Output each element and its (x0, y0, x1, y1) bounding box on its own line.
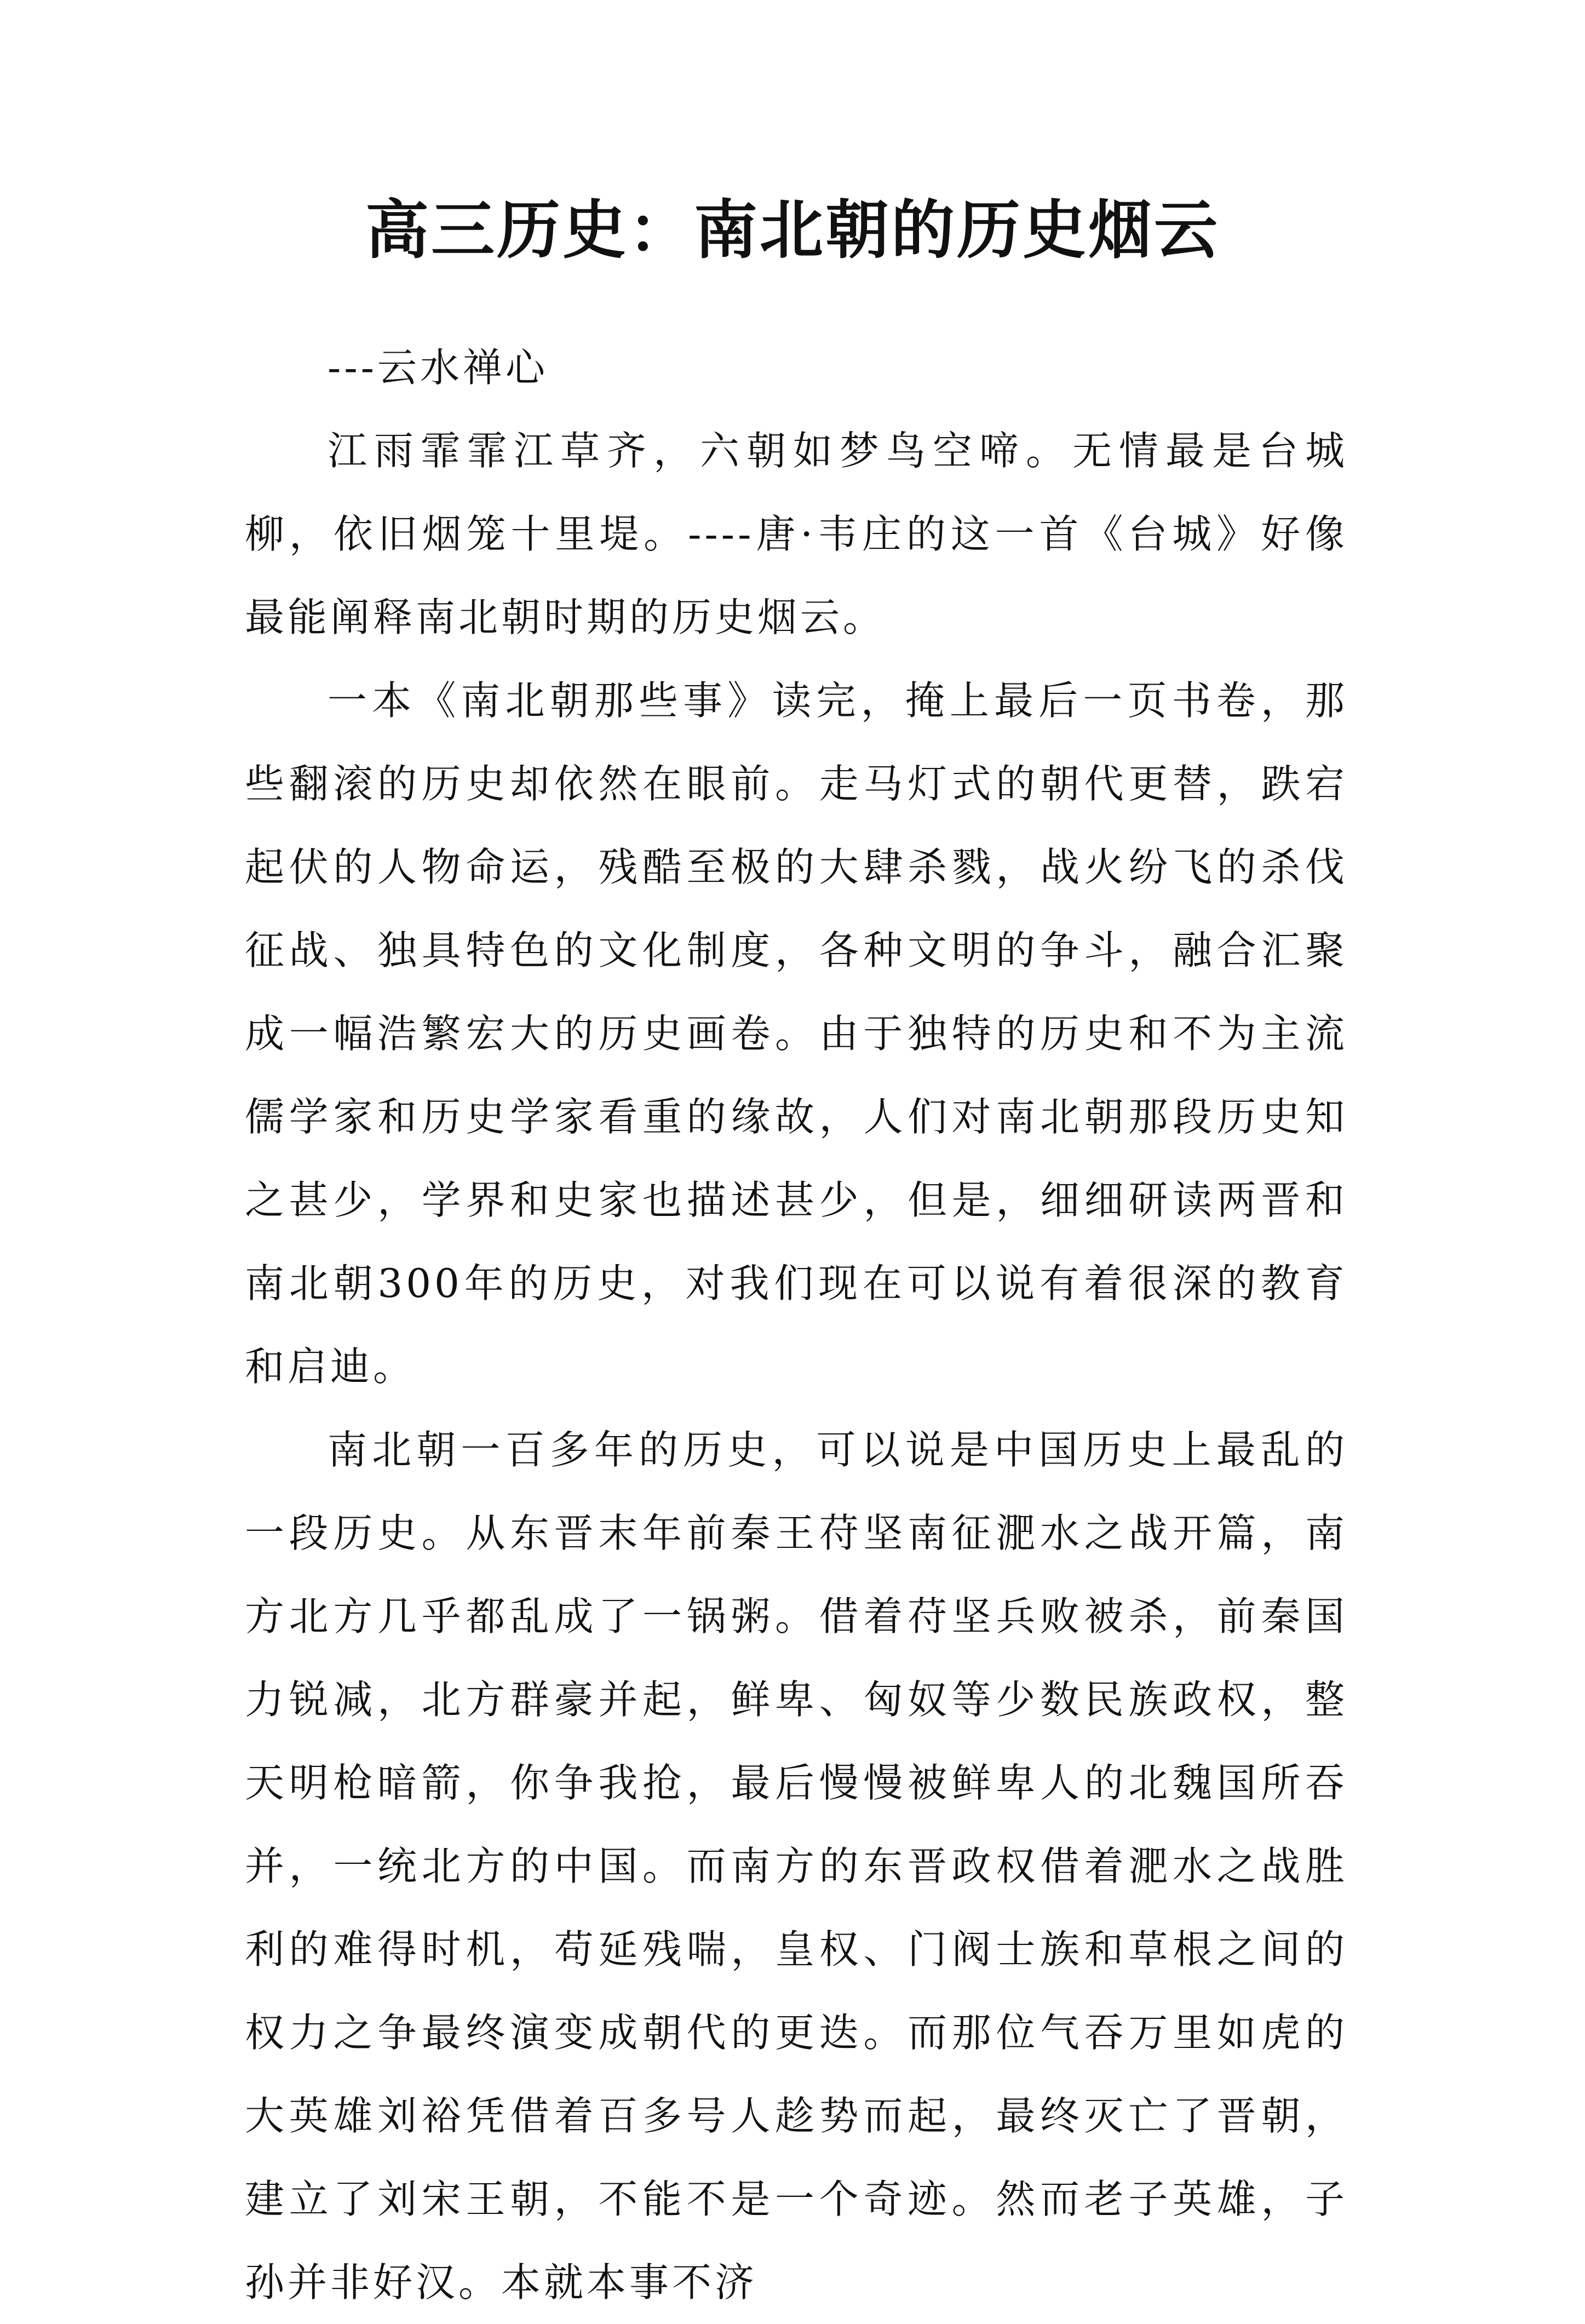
document-title: 高三历史：南北朝的历史烟云 (365, 193, 1220, 267)
paragraph: 南北朝一百多年的历史，可以说是中国历史上最乱的一段历史。从东晋末年前秦王苻坚南征淝水之战开篇，南方北方几乎都乱成了一锅粥。借着苻坚兵败被杀，前秦国力锐减，北方群豪并起，鲜卑、匈奴等少数民族政权，整天明枪暗箭，你争我抢，最后慢慢被鲜卑人的北魏国所吞并，一统北方的中国。而南方的东晋政权借着淝水之战胜利的难得时机，苟延残喘，皇权、门阀士族和草根之间的权力之争最终演变成朝代的更迭。而那位气吞万里如虎的大英雄刘裕凭借着百多号人趁势而起，最终灭亡了晋朝，建立了刘宋王朝，不能不是一个奇迹。然而老子英雄，子孙并非好汉。本就本事不济 (245, 1427, 1348, 2305)
paragraph: 一本《南北朝那些事》读完，掩上最后一页书卷，那些翻滚的历史却依然在眼前。走马灯式的朝代更替，跌宕起伏的人物命运，残酷至极的大肆杀戮，战火纷飞的杀伐征战、独具特色的文化制度，各种文明的争斗，融合汇聚成一幅浩繁宏大的历史画卷。由于独特的历史和不为主流儒学家和历史学家看重的缘故，人们对南北朝那段历史知之甚少，学界和史家也描述甚少，但是，细细研读两晋和南北朝300年的历史，对我们现在可以说有着很深的教育和启迪。 (245, 678, 1348, 1390)
paragraph: 江雨霏霏江草齐，六朝如梦鸟空啼。无情最是台城柳，依旧烟笼十里堤。----唐·韦庄的这一首《台城》好像最能阐释南北朝时期的历史烟云。 (245, 428, 1348, 640)
author-line: ---云水禅心 (328, 345, 548, 391)
document-body (245, 326, 1348, 2324)
